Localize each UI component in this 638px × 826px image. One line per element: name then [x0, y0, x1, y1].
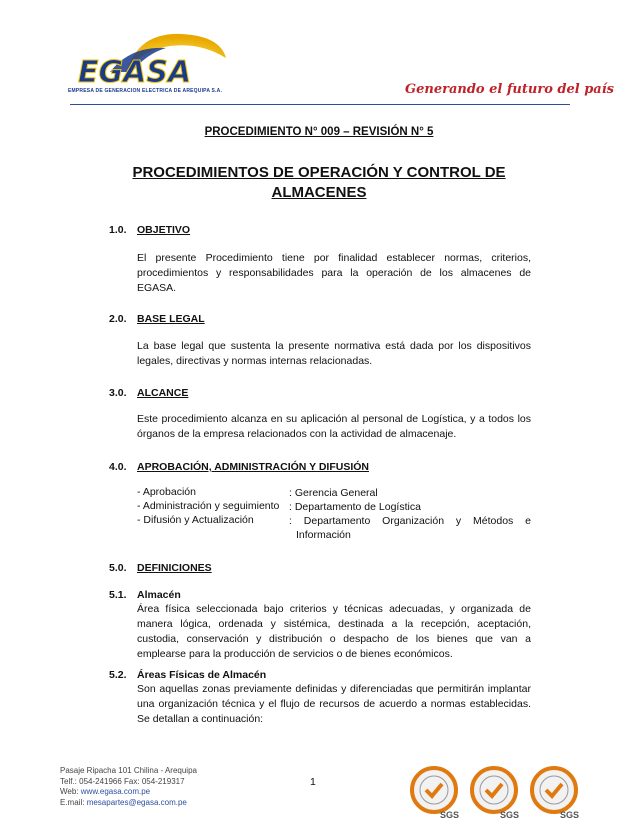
- section-title: APROBACIÓN, ADMINISTRACIÓN Y DIFUSIÓN: [137, 461, 369, 473]
- email-label: E.mail:: [60, 797, 85, 807]
- section-title: BASE LEGAL: [137, 313, 205, 325]
- section-number: 4.0.: [109, 461, 127, 473]
- section-number: 3.0.: [109, 387, 127, 399]
- subsection-body-almacen: [137, 602, 531, 662]
- text-line: Área física seleccionada bajo criterios y técnicas adecuadas, y organizada de: [137, 603, 531, 615]
- responsibility-label: - Difusión y Actualización: [137, 514, 254, 526]
- text-line: Información: [296, 529, 351, 541]
- text-line: El presente Procedimiento tiene por finalidad establecer normas, criterios,: [137, 252, 531, 264]
- subsection-title: Áreas Físicas de Almacén: [137, 669, 267, 681]
- section-title: OBJETIVO: [137, 224, 191, 236]
- document-title: PROCEDIMIENTOS DE OPERACIÓN Y CONTROL DE ALMACENES: [132, 164, 506, 201]
- responsibility-value: : Departamento de Logística: [289, 501, 421, 513]
- text-line: una organización técnica y el flujo de recursos de acuerdo a normas establecidas.: [137, 698, 531, 710]
- logo-subtitle: EMPRESA DE GENERACION ELECTRICA DE AREQUIPA S.A.: [68, 88, 223, 94]
- subsection-number: 5.1.: [109, 589, 127, 601]
- subsection-body-areas: [137, 682, 531, 727]
- text-line: emplearse para la producción de servicios o de bienes económicos.: [137, 648, 453, 660]
- text-line: EGASA.: [137, 282, 177, 294]
- responsibility-label: - Administración y seguimiento: [137, 500, 280, 512]
- section-body-objetivo: [137, 251, 531, 296]
- footer-address: Pasaje Ripacha 101 Chilina - Arequipa: [60, 766, 197, 775]
- section-number: 1.0.: [109, 224, 127, 236]
- section-number: 2.0.: [109, 313, 127, 325]
- section-title: ALCANCE: [137, 387, 189, 399]
- logo-wordmark: EGASA: [78, 55, 192, 90]
- subsection-title: Almacén: [137, 589, 181, 601]
- footer-contact: [60, 766, 197, 808]
- seal-text: SGS: [560, 810, 580, 820]
- slogan: Generando el futuro del país: [405, 82, 614, 97]
- subsection-number: 5.2.: [109, 669, 127, 681]
- web-link[interactable]: www.egasa.com.pe: [80, 787, 151, 796]
- seal-text: SGS: [440, 810, 460, 820]
- seal-text: SGS: [500, 810, 520, 820]
- sgs-certification-seal: [526, 764, 582, 820]
- text-line: : Departamento Organización y Métodos e: [289, 515, 531, 527]
- text-line: custodia, conservación y distribución o despacho de los bienes que van a: [137, 633, 531, 645]
- text-line: Son aquellas zonas previamente definidas y diferenciadas que permitirán implantar: [137, 683, 531, 695]
- text-line: legales, directivas y normas internas relacionadas.: [137, 355, 373, 367]
- text-line: Se detallan a continuación:: [137, 713, 264, 725]
- section-body-alcance: [137, 412, 531, 442]
- text-line: órganos de la empresa relacionados con la actividad de almacenaje.: [137, 428, 457, 440]
- procedure-number: PROCEDIMIENTO N° 009 – REVISIÓN N° 5: [204, 126, 434, 138]
- text-line: Este procedimiento alcanza en su aplicación al personal de Logística, y a todos los: [137, 413, 531, 425]
- sgs-certification-seal: [466, 764, 522, 820]
- section-body-base-legal: [137, 339, 531, 369]
- egasa-logo: [70, 28, 230, 92]
- responsibility-value: [289, 514, 531, 542]
- sgs-certification-seal: [406, 764, 462, 820]
- section-title: DEFINICIONES: [137, 562, 212, 574]
- section-number: 5.0.: [109, 562, 127, 574]
- page-number: 1: [310, 776, 316, 788]
- web-label: Web:: [60, 787, 79, 796]
- responsibility-value: : Gerencia General: [289, 487, 378, 499]
- footer-web: [60, 787, 197, 798]
- footer-phones: Telf.: 054-241966 Fax: 054-219317: [60, 776, 185, 786]
- text-line: manera lógica, ordenada y sistémica, destinada a la recepción, aceptación,: [137, 618, 531, 630]
- header-divider: [70, 104, 570, 105]
- email-link[interactable]: mesapartes@egasa.com.pe: [86, 797, 187, 807]
- text-line: La base legal que sustenta la presente normativa está dada por los dispositivos: [137, 340, 531, 352]
- responsibility-label: - Aprobación: [137, 486, 196, 498]
- text-line: procedimientos y responsabilidades para la operación de los almacenes de: [137, 267, 531, 279]
- footer-email: [60, 798, 197, 809]
